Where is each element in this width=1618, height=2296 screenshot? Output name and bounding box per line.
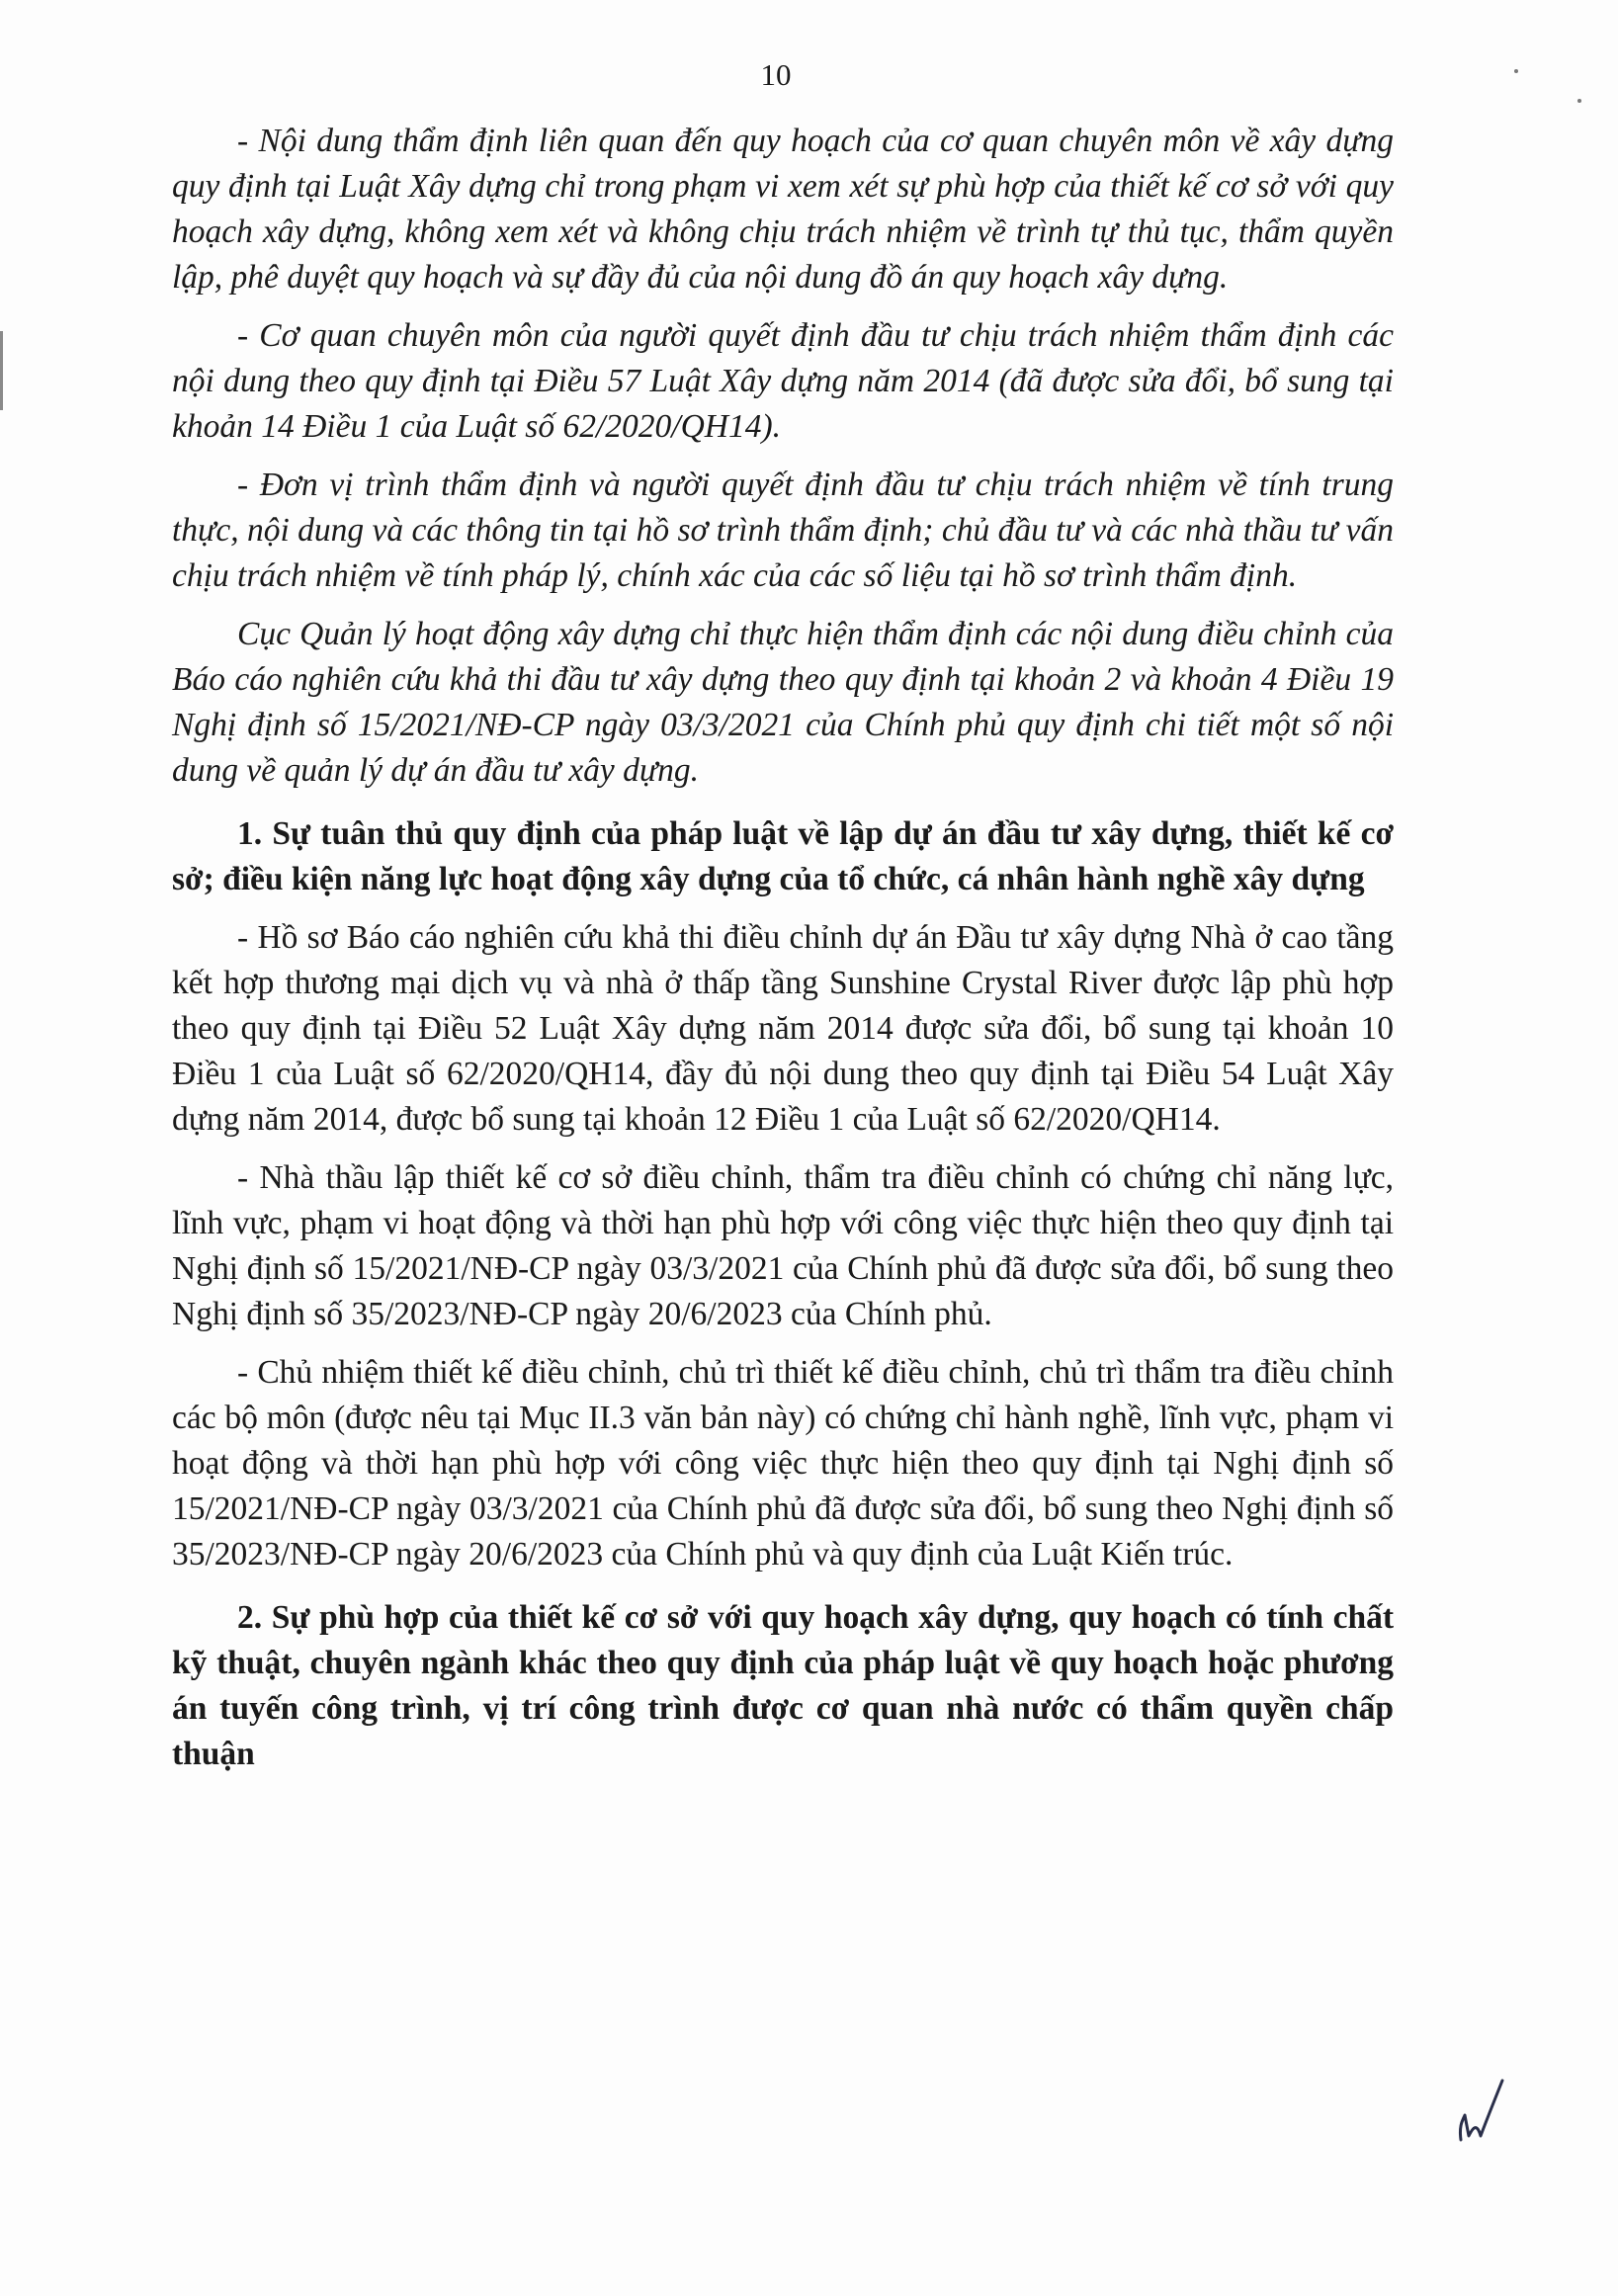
paragraph-contractor-certificate: - Nhà thầu lập thiết kế cơ sở điều chỉnh, thẩm tra điều chỉnh có chứng chỉ năng lực, lĩnh vực, phạm vi hoạt động và thời hạn phù hợp với công việc thực hiện theo quy định tại Nghị định số 15/2021/NĐ-CP ngày 03/3/2021 của Chính phủ đã được sửa đổi, bổ sung theo Nghị định số 35/2023/NĐ-CP ngày 20/6/2023 của Chính phủ. [172, 1159, 1394, 1332]
paragraph-department-scope: Cục Quản lý hoạt động xây dựng chỉ thực hiện thẩm định các nội dung điều chỉnh của Báo cáo nghiên cứu khả thi đầu tư xây dựng theo quy định tại khoản 2 và khoản 4 Điều 19 Nghị định số 15/2021/NĐ-CP ngày 03/3/2021 của Chính phủ quy định chi tiết một số nội dung về quản lý dự án đầu tư xây dựng. [172, 616, 1394, 789]
page-number: 10 [760, 57, 792, 92]
document-body [172, 119, 1394, 1790]
handwritten-initials [1451, 2071, 1520, 2150]
section-heading-2: 2. Sự phù hợp của thiết kế cơ sở với quy hoạch xây dựng, quy hoạch có tính chất kỹ thuật, chuyên ngành khác theo quy định của pháp luật về quy hoạch hoặc phương án tuyến công trình, vị trí công trình được cơ quan nhà nước có thẩm quyền chấp thuận [172, 1599, 1394, 1772]
paragraph-agency-responsibility: - Cơ quan chuyên môn của người quyết định đầu tư chịu trách nhiệm thẩm định các nội dung theo quy định tại Điều 57 Luật Xây dựng năm 2014 (đã được sửa đổi, bổ sung tại khoản 14 Điều 1 của Luật số 62/2020/QH14). [172, 317, 1394, 445]
paragraph-design-lead-certificate: - Chủ nhiệm thiết kế điều chỉnh, chủ trì thiết kế điều chỉnh, chủ trì thẩm tra điều chỉnh các bộ môn (được nêu tại Mục II.3 văn bản này) có chứng chỉ hành nghề, lĩnh vực, phạm vi hoạt động và thời hạn phù hợp với công việc thực hiện theo quy định tại Nghị định số 15/2021/NĐ-CP ngày 03/3/2021 của Chính phủ đã được sửa đổi, bổ sung theo Nghị định số 35/2023/NĐ-CP ngày 20/6/2023 của Chính phủ và quy định của Luật Kiến trúc. [172, 1354, 1394, 1573]
paragraph-planning-scope: - Nội dung thẩm định liên quan đến quy hoạch của cơ quan chuyên môn về xây dựng quy định tại Luật Xây dựng chỉ trong phạm vi xem xét sự phù hợp của thiết kế cơ sở với quy hoạch xây dựng, không xem xét và không chịu trách nhiệm về trình tự thủ tục, thẩm quyền lập, phê duyệt quy hoạch và sự đầy đủ của nội dung đồ án quy hoạch xây dựng. [172, 123, 1394, 296]
paragraph-submitter-responsibility: - Đơn vị trình thẩm định và người quyết định đầu tư chịu trách nhiệm về tính trung thực, nội dung và các thông tin tại hồ sơ trình thẩm định; chủ đầu tư và các nhà thầu tư vấn chịu trách nhiệm về tính pháp lý, chính xác của các số liệu tại hồ sơ trình thẩm định. [172, 467, 1394, 594]
scan-margin-mark [0, 331, 3, 410]
scan-speck [1577, 99, 1581, 103]
section-heading-1: 1. Sự tuân thủ quy định của pháp luật về lập dự án đầu tư xây dựng, thiết kế cơ sở; điều kiện năng lực hoạt động xây dựng của tổ chức, cá nhân hành nghề xây dựng [172, 815, 1394, 897]
paragraph-feasibility-report: - Hồ sơ Báo cáo nghiên cứu khả thi điều chỉnh dự án Đầu tư xây dựng Nhà ở cao tầng kết hợp thương mại dịch vụ và nhà ở thấp tầng Sunshine Crystal River được lập phù hợp theo quy định tại Điều 52 Luật Xây dựng năm 2014 được sửa đổi, bổ sung tại khoản 10 Điều 1 của Luật số 62/2020/QH14, đầy đủ nội dung theo quy định tại Điều 54 Luật Xây dựng năm 2014, được bổ sung tại khoản 12 Điều 1 của Luật số 62/2020/QH14. [172, 919, 1394, 1138]
